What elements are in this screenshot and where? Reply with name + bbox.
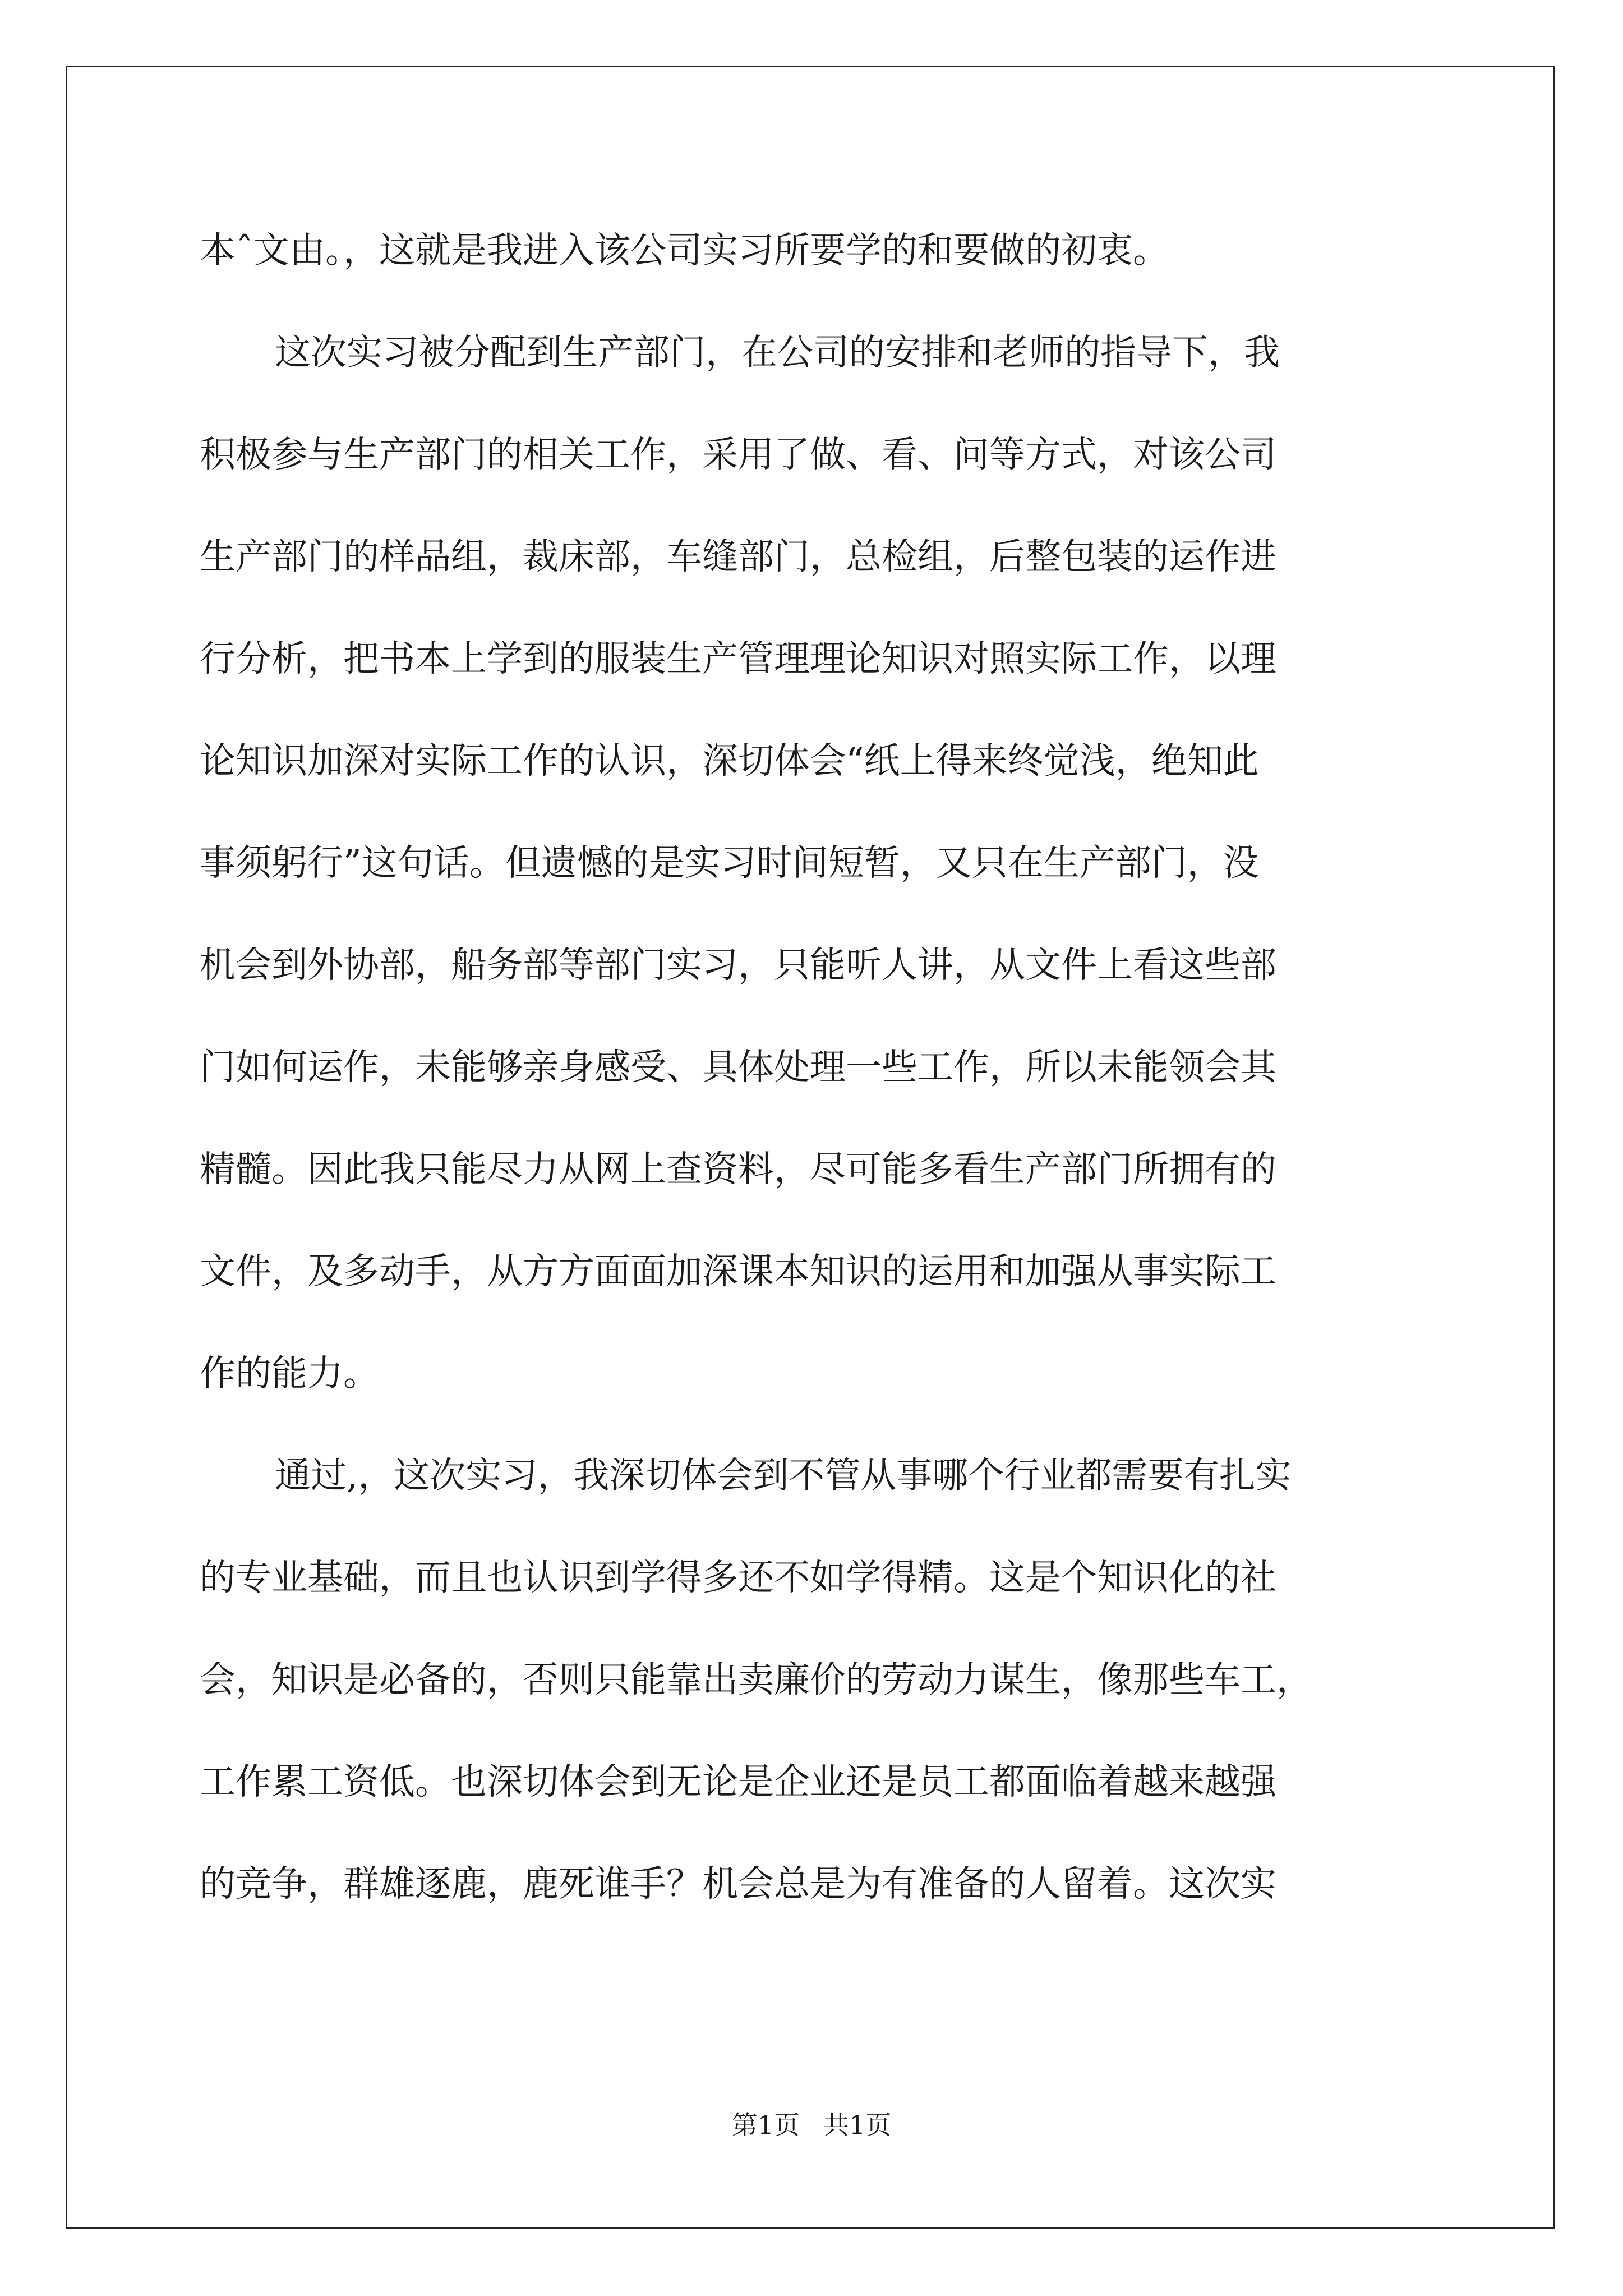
- text-line: 本ˆ文由。，这就是我进入该公司实习所要学的和要做的初衷。: [200, 230, 1169, 272]
- text-line: 精髓。因此我只能尽力从网上查资料，尽可能多看生产部门所拥有的: [200, 1149, 1276, 1190]
- page-total: 共1页: [823, 2110, 892, 2140]
- text-line: 行分析，把书本上学到的服装生产管理理论知识对照实际工作，以理: [200, 638, 1276, 680]
- text-line: 会，知识是必备的，否则只能靠出卖廉价的劳动力谋生，像那些车工，: [200, 1659, 1312, 1701]
- text-line: 作的能力。: [200, 1353, 379, 1395]
- page-number: 第1页: [731, 2110, 800, 2140]
- text-line: 机会到外协部，船务部等部门实习，只能听人讲，从文件上看这些部: [200, 945, 1276, 986]
- text-line: 文件，及多动手，从方方面面加深课本知识的运用和加强从事实际工: [200, 1251, 1276, 1292]
- text-line: 生产部门的样品组，裁床部，车缝部门，总检组，后整包装的运作进: [200, 536, 1276, 578]
- text-line: 积极参与生产部门的相关工作，采用了做、看、问等方式，对该公司: [200, 434, 1276, 476]
- text-line: 的竞争，群雄逐鹿，鹿死谁手？机会总是为有准备的人留着。这次实: [200, 1864, 1276, 1905]
- text-line: 论知识加深对实际工作的认识，深切体会“纸上得来终觉浅，绝知此: [200, 740, 1259, 782]
- paragraph-start-line: 通过,，这次实习，我深切体会到不管从事哪个行业都需要有扎实: [275, 1455, 1292, 1497]
- text-line: 工作累工资低。也深切体会到无论是企业还是员工都面临着越来越强: [200, 1761, 1276, 1803]
- text-line: 事须躬行”这句话。但遗憾的是实习时间短暂，又只在生产部门，没: [200, 843, 1259, 884]
- text-line: 门如何运作，未能够亲身感受、具体处理一些工作，所以未能领会其: [200, 1047, 1276, 1088]
- text-line: 的专业基础，而且也认识到学得多还不如学得精。这是个知识化的社: [200, 1557, 1276, 1599]
- paragraph-start-line: 这次实习被分配到生产部门，在公司的安排和老师的指导下，我: [275, 332, 1280, 374]
- page-footer: [0, 2105, 1623, 2142]
- document-body: [200, 200, 1433, 1935]
